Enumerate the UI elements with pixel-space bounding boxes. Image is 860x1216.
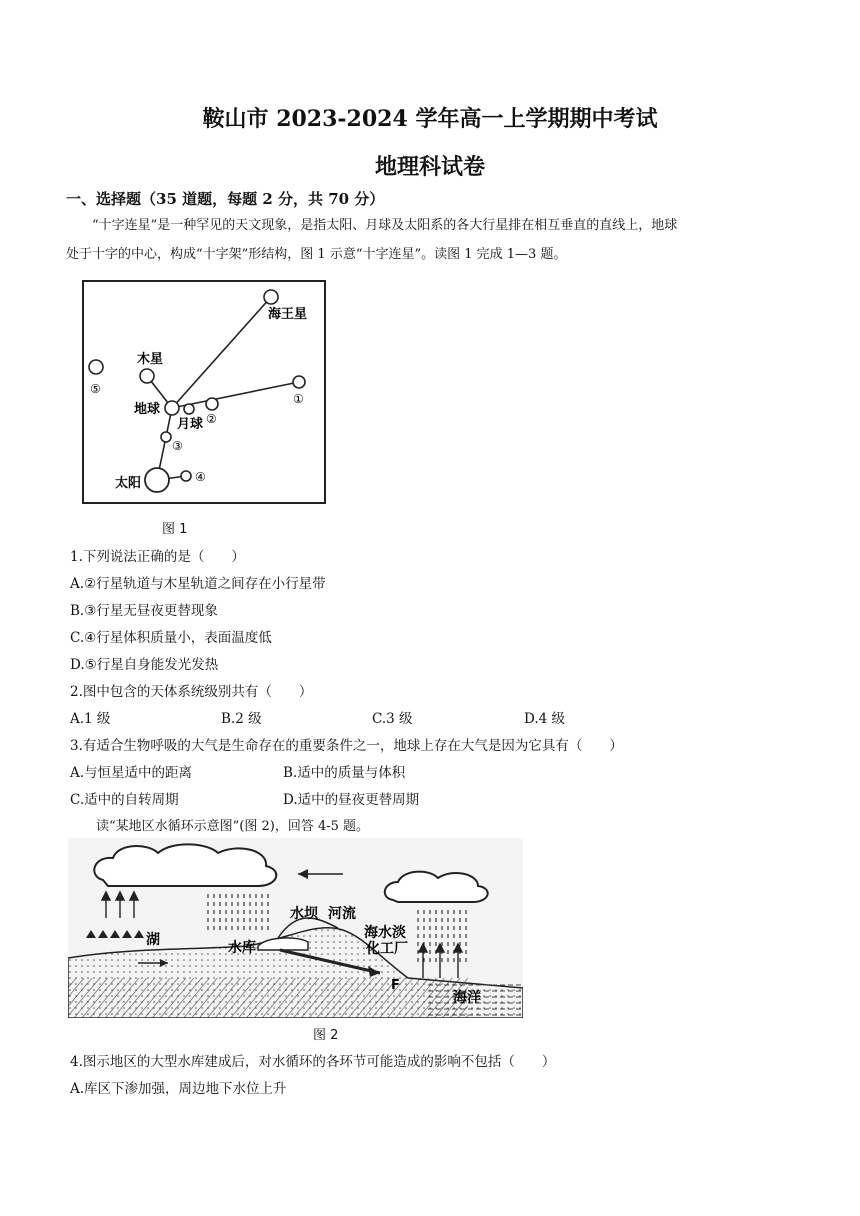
- figure-1-caption: 图 1: [162, 522, 188, 537]
- question-1-option-a: A.②行星轨道与木星轨道之间存在小行星带: [70, 576, 326, 592]
- planet-5-label: ⑤: [90, 382, 101, 396]
- earth-body: [165, 401, 179, 415]
- question-3-option-a: A.与恒星适中的距离: [70, 765, 193, 781]
- question-1-stem: 1.下列说法正确的是（ ）: [70, 549, 245, 565]
- planet-2-body: [206, 398, 218, 410]
- ocean-label: 海洋: [453, 990, 481, 1006]
- question-3-option-c: C.适中的自转周期: [70, 792, 179, 808]
- question-2-option-c: C.3 级: [372, 711, 413, 727]
- question-1-option-b: B.③行星无昼夜更替现象: [70, 603, 218, 619]
- desalination-label-2: 化工厂: [366, 941, 408, 957]
- exam-title: 鞍山市 2023-2024 学年高一上学期期中考试: [202, 106, 658, 132]
- figure-2-caption: 图 2: [313, 1028, 339, 1043]
- intro-paragraph-2: 读“某地区水循环示意图”(图 2)，回答 4-5 题。: [96, 819, 370, 834]
- neptune-body: [264, 290, 278, 304]
- question-2-option-d: D.4 级: [524, 711, 566, 727]
- sun-label: 太阳: [115, 476, 142, 491]
- moon-body: [184, 404, 194, 414]
- section-heading: 一、选择题（35 道题，每题 2 分，共 70 分）: [66, 190, 385, 208]
- planet-2-label: ②: [206, 412, 217, 426]
- planet-4-label: ④: [195, 470, 206, 484]
- figure-2-diagram: [68, 838, 523, 1018]
- sun-body: [145, 468, 169, 492]
- exam-subtitle: 地理科试卷: [374, 154, 485, 180]
- dam-label: 水坝: [290, 906, 318, 922]
- jupiter-body: [140, 369, 154, 383]
- planet-4-body: [181, 471, 191, 481]
- neptune-label: 海王星: [268, 307, 308, 322]
- jupiter-label: 木星: [137, 352, 164, 367]
- question-2-stem: 2.图中包含的天体系统级别共有（ ）: [70, 684, 313, 700]
- bedrock-layer: [68, 978, 468, 1018]
- planet-3-body: [161, 432, 171, 442]
- earth-label: 地球: [134, 402, 161, 417]
- question-2-option-b: B.2 级: [221, 711, 262, 727]
- figure-1-diagram: [82, 280, 328, 506]
- question-2-option-a: A.1 级: [70, 711, 111, 727]
- intro-paragraph-1-cont: 处于十字的中心，构成“十字架”形结构，图 1 示意“十字连星”。读图 1 完成 1—3 题。: [66, 247, 567, 262]
- moon-label: 月球: [177, 417, 204, 432]
- desalination-label-1: 海水淡: [364, 925, 406, 941]
- question-4-option-a: A.库区下渗加强，周边地下水位上升: [70, 1081, 287, 1097]
- planet-1-body: [293, 376, 305, 388]
- cloud-left: [94, 844, 276, 886]
- question-3-option-d: D.适中的昼夜更替周期: [283, 792, 420, 808]
- lake-label: 湖: [146, 932, 160, 948]
- planet-3-label: ③: [172, 439, 183, 453]
- question-4-stem: 4.图示地区的大型水库建成后，对水循环的各环节可能造成的影响不包括（ ）: [70, 1054, 556, 1070]
- planet-1-label: ①: [293, 392, 304, 406]
- question-1-option-c: C.④行星体积质量小，表面温度低: [70, 630, 272, 646]
- intro-paragraph-1: “十字连星”是一种罕见的天文现象，是指太阳、月球及太阳系的各大行星排在相互垂直的直线上，地球: [92, 218, 678, 233]
- f-label: F: [391, 978, 400, 993]
- question-3-stem: 3.有适合生物呼吸的大气是生命存在的重要条件之一，地球上存在大气是因为它具有（ ）: [70, 738, 623, 754]
- question-1-option-d: D.⑤行星自身能发光发热: [70, 657, 219, 673]
- planet-5-body: [89, 360, 103, 374]
- river-label: 河流: [328, 906, 356, 922]
- reservoir-label: 水库: [228, 940, 256, 956]
- rain-left: [203, 890, 273, 934]
- question-3-option-b: B.适中的质量与体积: [283, 765, 406, 781]
